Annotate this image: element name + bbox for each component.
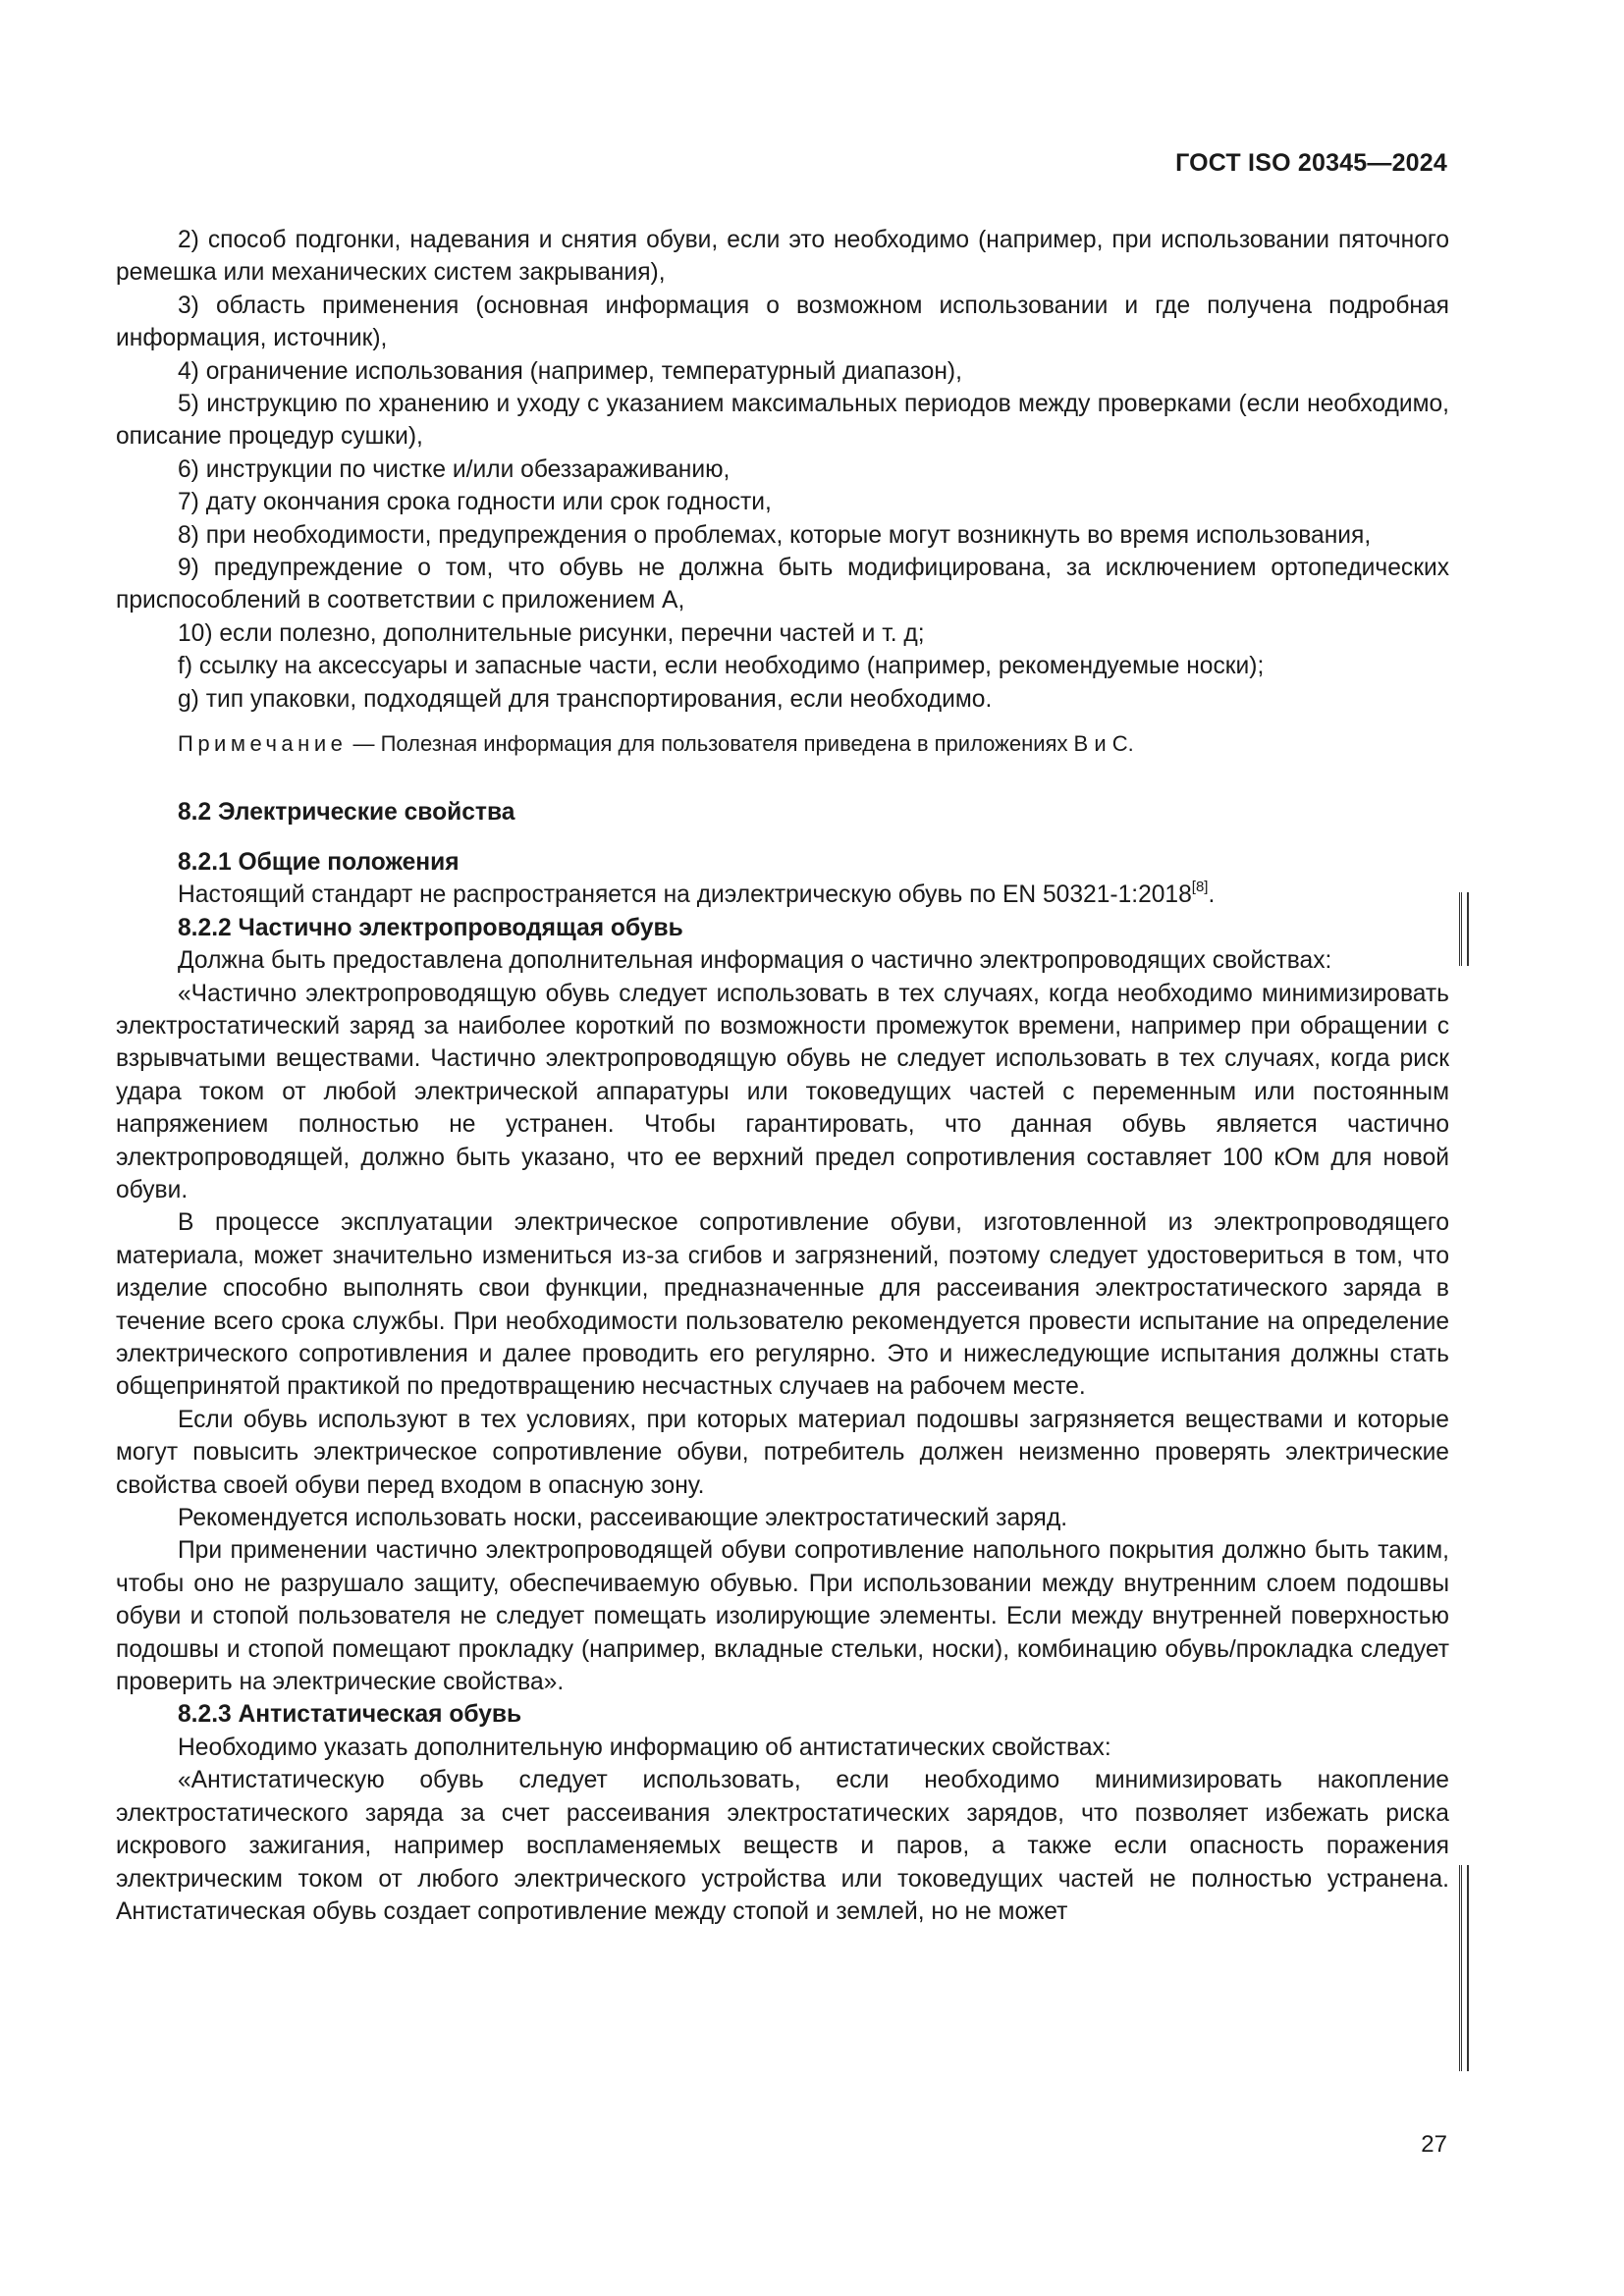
paragraph: Если обувь используют в тех условиях, при которых материал подошвы загрязняется веществами и которые могут повысить электрическое сопротивление обуви, потребитель должен неизменно проверять электрические свойства своей обуви перед входом в опасную зону. <box>116 1406 1449 1499</box>
list-item: 5) инструкцию по хранению и уходу с указанием максимальных периодов между проверками (если необходимо, описание процедур сушки), <box>116 391 1449 451</box>
paragraph: Рекомендуется использовать носки, рассеивающие электростатический заряд. <box>178 1505 1068 1532</box>
reference-marker: [8] <box>1191 879 1209 896</box>
paragraph-end: . <box>1208 881 1216 909</box>
section-heading: 8.2 Электрические свойства <box>178 798 515 826</box>
list-item: 2) способ подгонки, надевания и снятия обуви, если это необходимо (например, при использовании пяточного ремешка или механических систем закрывания), <box>116 227 1449 287</box>
note <box>116 727 1449 760</box>
paragraph: Должна быть предоставлена дополнительная информация о частично электропроводящих свойствах: <box>178 947 1332 975</box>
list-item: g) тип упаковки, подходящей для транспортирования, если необходимо. <box>178 685 993 713</box>
list-item: 6) инструкции по чистке и/или обеззараживанию, <box>178 455 731 483</box>
list-item: 9) предупреждение о том, что обувь не должна быть модифицирована, за исключением ортопедических приспособлений в соответствии с приложением А, <box>116 555 1449 614</box>
document-header: ГОСТ ISO 20345—2024 <box>1175 149 1447 177</box>
note-label: Примечание <box>178 731 348 757</box>
paragraph <box>116 879 1449 911</box>
list-item: 10) если полезно, дополнительные рисунки, перечни частей и т. д; <box>178 619 925 647</box>
document-body <box>116 224 1449 1928</box>
list-item: 3) область применения (основная информация о возможном использовании и где получена подробная информация, источник), <box>116 292 1449 352</box>
paragraph: «Антистатическую обувь следует использовать, если необходимо минимизировать накопление электростатического заряда за счет рассеивания электростатических зарядов, что позволяет избежать риска искрового зажигания, например воспламеняемых веществ и паров, а также если опасность поражения электрическим током от любого электрического устройства или токоведущих частей не полностью устранена. Антистатическая обувь создает сопротивление между стопой и землей, но не может <box>116 1767 1449 1925</box>
list-item: 8) при необходимости, предупреждения о проблемах, которые могут возникнуть во время использования, <box>178 521 1372 549</box>
paragraph-text: Настоящий стандарт не распространяется на диэлектрическую обувь по EN 50321-1:2018 <box>178 881 1192 909</box>
paragraph: «Частично электропроводящую обувь следует использовать в тех случаях, когда необходимо минимизировать электростатический заряд за наиболее короткий по возможности промежуток времени, например при обращении с взрывчатыми веществами. Частично электропроводящую обувь не следует использовать в тех случаях, когда риск удара током от любой электрической аппаратуры или токоведущих частей с переменным или постоянным напряжением полностью не устранен. Чтобы гарантировать, что данная обувь является частично электропроводящей, должно быть указано, что ее верхний предел сопротивления составляет 100 кОм для новой обуви. <box>116 980 1449 1203</box>
note-text: — Полезная информация для пользователя приведена в приложениях В и С. <box>347 731 1134 757</box>
paragraph: В процессе эксплуатации электрическое сопротивление обуви, изготовленной из электропроводящего материала, может значительно измениться из-за сгибов и загрязнений, поэтому следует удостовериться в том, что изделие способно выполнять свои функции, предназначенные для рассеивания электростатического заряда в течение всего срока службы. При необходимости пользователю рекомендуется провести испытание на определение электрического сопротивления и далее проводить его регулярно. Это и нижеследующие испытания должны стать общепринятой практикой по предотвращению несчастных случаев на рабочем месте. <box>116 1209 1449 1401</box>
subsection-heading: 8.2.3 Антистатическая обувь <box>178 1701 522 1729</box>
paragraph: Необходимо указать дополнительную информацию об антистатических свойствах: <box>178 1734 1111 1761</box>
list-item: 7) дату окончания срока годности или срок годности, <box>178 489 772 516</box>
list-item: 4) ограничение использования (например, температурный диапазон), <box>178 357 962 385</box>
subsection-heading: 8.2.1 Общие положения <box>178 848 460 876</box>
page-number: 27 <box>1421 2131 1447 2158</box>
change-marker <box>1459 1865 1469 2071</box>
subsection-heading: 8.2.2 Частично электропроводящая обувь <box>178 914 683 941</box>
paragraph: При применении частично электропроводящей обуви сопротивление напольного покрытия должно быть таким, чтобы оно не разрушало защиту, обеспечиваемую обувью. При использовании между внутренним слоем подошвы обуви и стопой пользователя не следует помещать изолирующие элементы. Если между внутренней поверхностью подошвы и стопой помещают прокладку (например, вкладные стельки, носки), комбинацию обувь/прокладка следует проверить на электрические свойства». <box>116 1537 1449 1696</box>
list-item: f) ссылку на аксессуары и запасные части, если необходимо (например, рекомендуемые носки); <box>178 653 1265 680</box>
change-marker <box>1459 892 1469 966</box>
